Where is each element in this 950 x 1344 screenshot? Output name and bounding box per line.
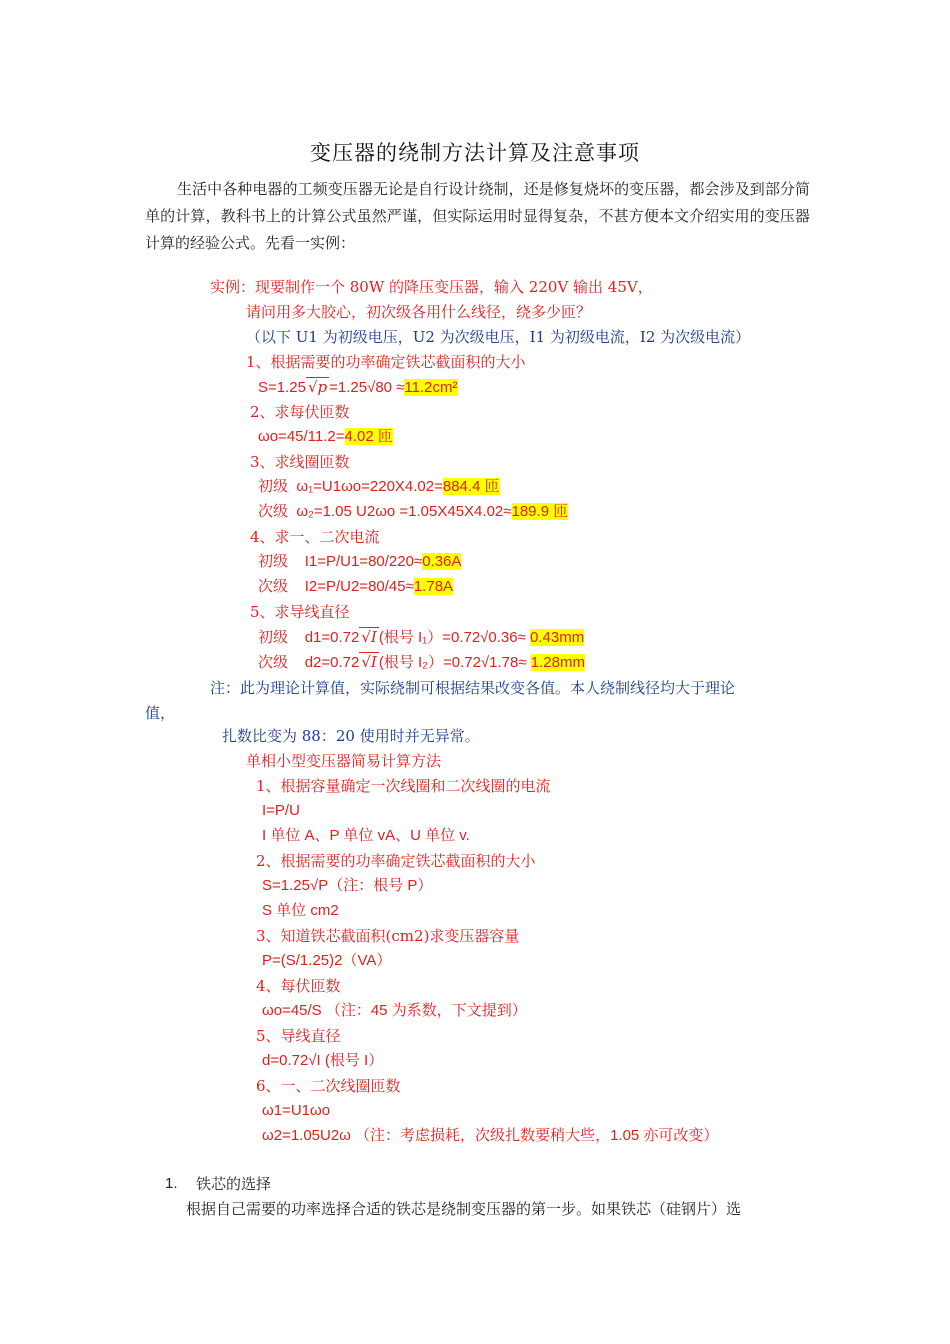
step-4-primary-result: 0.36A (422, 553, 462, 570)
simple-item-1-formula-1: I=P/U (262, 802, 300, 819)
step-5-primary-formula-rest: (根号 I₁）=0.72√0.36≈ (378, 629, 531, 646)
note-line-1: 注：此为理论计算值，实际绕制可根据结果改变各值。本人绕制线径均大于理论 (210, 679, 736, 697)
step-3-secondary-result: 189.9 匝 (511, 503, 569, 520)
step-2-formula (258, 425, 393, 449)
step-5-secondary-formula: d2=0.72 (304, 654, 360, 671)
step-3-primary (258, 475, 500, 499)
step-4-primary (258, 550, 461, 574)
step-1-formula (258, 375, 458, 400)
step-2-heading: 2、求每伏匝数 (250, 403, 350, 421)
simple-item-6-formula-1: ω1=U1ωo (262, 1102, 331, 1119)
step-1-result: 11.2cm² (404, 379, 458, 396)
simple-item-6: 6、一、二次线圈匝数 (256, 1077, 401, 1095)
simple-item-2-formula-1: S=1.25√P（注：根号 P） (262, 877, 433, 894)
note-line-3: 扎数比变为 88：20 使用时并无异常。 (222, 727, 480, 745)
step-3-secondary (258, 500, 568, 524)
note-line-2: 值， (145, 704, 176, 722)
secondary-label: 次级 (258, 578, 289, 595)
simple-item-5: 5、导线直径 (256, 1027, 341, 1045)
intro-paragraph: 生活中各种电器的工频变压器无论是自行设计绕制，还是修复烧坏的变压器，都会涉及到部分简单的计算，教科书上的计算公式虽然严谨，但实际运用时显得复杂，不甚方便本文介绍实用的变压器计算的经验公式。先看一实例： (145, 180, 810, 252)
step-4-secondary (258, 575, 453, 599)
primary-label: 初级 (258, 629, 289, 646)
step-5-primary (258, 625, 584, 650)
step-5-secondary (258, 650, 585, 675)
step-4-secondary-formula: I2=P/U2=80/45≈ (304, 578, 414, 595)
simple-item-1-formula-2: I 单位 A、P 单位 vA、U 单位 v. (262, 827, 470, 844)
sqrt-i-symbol: √I (361, 653, 377, 671)
example-line-3: （以下 U1 为初级电压，U2 为次级电压，I1 为初级电流，I2 为次级电流） (246, 328, 751, 346)
section-1-text: 根据自己需要的功率选择合适的铁芯是绕制变压器的第一步。如果铁芯（硅钢片）选 (186, 1200, 742, 1218)
step-2-formula-prefix: ωo=45/11.2= (258, 428, 345, 445)
section-1-heading: 铁芯的选择 (196, 1175, 272, 1193)
step-4-secondary-result: 1.78A (413, 578, 454, 595)
step-1-heading: 1、根据需要的功率确定铁芯截面积的大小 (246, 353, 526, 371)
simple-item-6-formula-2: ω2=1.05U2ω （注：考虑损耗，次级扎数要稍大些，1.05 亦可改变） (262, 1127, 719, 1144)
simple-item-4-formula-1: ωo=45/S （注：45 为系数，下文提到） (262, 1002, 527, 1019)
section-1-number: 1. (165, 1175, 178, 1192)
primary-label: 初级 (258, 553, 289, 570)
step-5-secondary-formula-rest: (根号 I₂）=0.72√1.78≈ (378, 654, 531, 671)
sqrt-p-symbol: √p (307, 378, 328, 396)
primary-label: 初级 (258, 478, 289, 495)
step-3-primary-formula: ω₁=U1ωo=220X4.02= (296, 478, 443, 495)
simple-item-5-formula-1: d=0.72√I (根号 I） (262, 1052, 384, 1069)
simple-item-2-formula-2: S 单位 cm2 (262, 902, 339, 919)
step-3-primary-result: 884.4 匝 (442, 478, 500, 495)
secondary-label: 次级 (258, 654, 289, 671)
step-4-primary-formula: I1=P/U1=80/220≈ (304, 553, 423, 570)
page-title: 变压器的绕制方法计算及注意事项 (310, 141, 640, 165)
secondary-label: 次级 (258, 503, 289, 520)
example-line-2: 请问用多大胶心，初次级各用什么线径，绕多少匝？ (246, 303, 592, 321)
step-5-secondary-result: 1.28mm (530, 654, 585, 671)
simple-item-1: 1、根据容量确定一次线圈和二次线圈的电流 (256, 777, 551, 795)
step-1-formula-middle: =1.25√80 ≈ (329, 379, 405, 396)
step-2-result: 4.02 匝 (344, 428, 393, 445)
step-3-heading: 3、求线圈匝数 (250, 453, 350, 471)
simple-item-4: 4、每伏匝数 (256, 977, 341, 995)
simple-item-3: 3、知道铁芯截面积(cm2)求变压器容量 (256, 927, 520, 945)
step-1-formula-prefix: S=1.25 (258, 379, 306, 396)
step-5-primary-result: 0.43mm (530, 629, 585, 646)
simple-method-title: 单相小型变压器简易计算方法 (246, 752, 442, 770)
example-line-1: 实例：现要制作一个 80W 的降压变压器，输入 220V 输出 45V， (210, 278, 653, 296)
step-5-primary-formula: d1=0.72 (304, 629, 360, 646)
sqrt-i-symbol: √I (361, 628, 377, 646)
step-3-secondary-formula: ω₂=1.05 U2ωo =1.05X45X4.02≈ (296, 503, 512, 520)
step-4-heading: 4、求一、二次电流 (250, 528, 380, 546)
simple-item-2: 2、根据需要的功率确定铁芯截面积的大小 (256, 852, 536, 870)
simple-item-3-formula-1: P=(S/1.25)2（VA） (262, 952, 392, 969)
step-5-heading: 5、求导线直径 (250, 603, 350, 621)
